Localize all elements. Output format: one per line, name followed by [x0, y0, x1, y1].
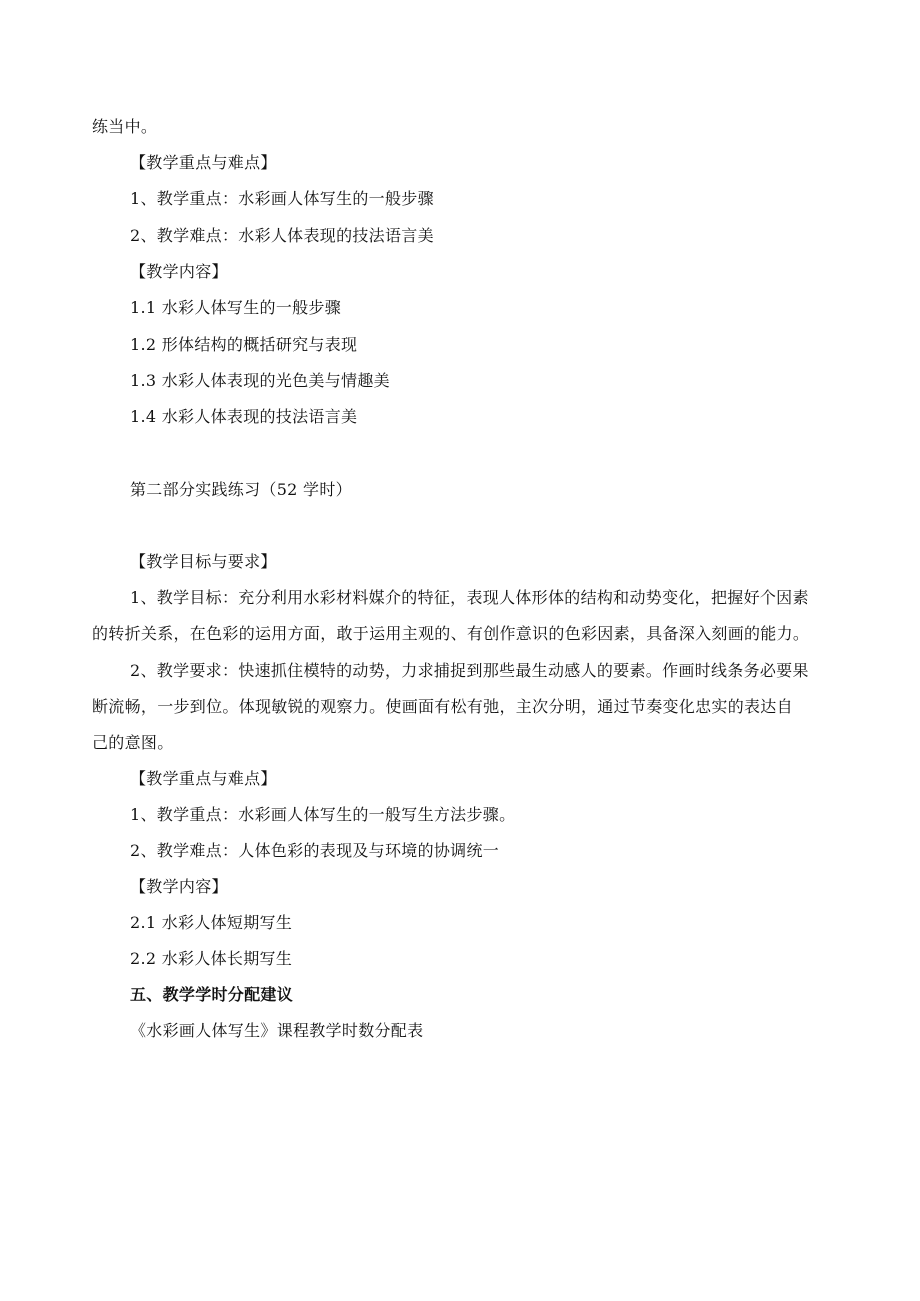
- chapter-heading: 五、教学学时分配建议: [130, 985, 294, 1004]
- key-point-item: 1、教学重点：水彩画人体写生的一般步骤: [130, 189, 434, 208]
- content-item: 2.2 水彩人体长期写生: [130, 949, 293, 968]
- requirement-paragraph-line: 断流畅，一步到位。体现敏锐的观察力。使画面有松有弛，主次分明，通过节奏变化忠实的表达自: [92, 697, 793, 716]
- difficulty-item: 2、教学难点：人体色彩的表现及与环境的协调统一: [130, 841, 500, 860]
- table-caption: 《水彩画人体写生》课程教学时数分配表: [130, 1021, 424, 1040]
- section-heading-goals: 【教学目标与要求】: [130, 552, 277, 571]
- content-item: 2.1 水彩人体短期写生: [130, 913, 293, 932]
- goal-paragraph-line: 的转折关系，在色彩的运用方面，敢于运用主观的、有创作意识的色彩因素，具备深入刻画的能力。: [92, 624, 810, 643]
- content-item: 1.1 水彩人体写生的一般步骤: [130, 298, 342, 317]
- paragraph-continuation: 练当中。: [92, 117, 158, 136]
- section-heading-content: 【教学内容】: [130, 877, 228, 896]
- part-heading: 第二部分实践练习（52 学时）: [130, 480, 352, 499]
- content-item: 1.4 水彩人体表现的技法语言美: [130, 407, 358, 426]
- section-heading-content: 【教学内容】: [130, 262, 228, 281]
- section-heading-key-points: 【教学重点与难点】: [130, 769, 277, 788]
- key-point-item: 1、教学重点：水彩画人体写生的一般写生方法步骤。: [130, 805, 516, 824]
- content-item: 1.3 水彩人体表现的光色美与情趣美: [130, 371, 390, 390]
- section-heading-key-points: 【教学重点与难点】: [130, 153, 277, 172]
- content-item: 1.2 形体结构的概括研究与表现: [130, 335, 358, 354]
- requirement-paragraph-line: 2、教学要求：快速抓住模特的动势，力求捕捉到那些最生动感人的要素。作画时线条务必要果: [130, 661, 809, 680]
- goal-paragraph-line: 1、教学目标：充分利用水彩材料媒介的特征，表现人体形体的结构和动势变化，把握好个因素: [130, 588, 809, 607]
- difficulty-item: 2、教学难点：水彩人体表现的技法语言美: [130, 226, 434, 245]
- requirement-paragraph-line: 己的意图。: [92, 733, 174, 752]
